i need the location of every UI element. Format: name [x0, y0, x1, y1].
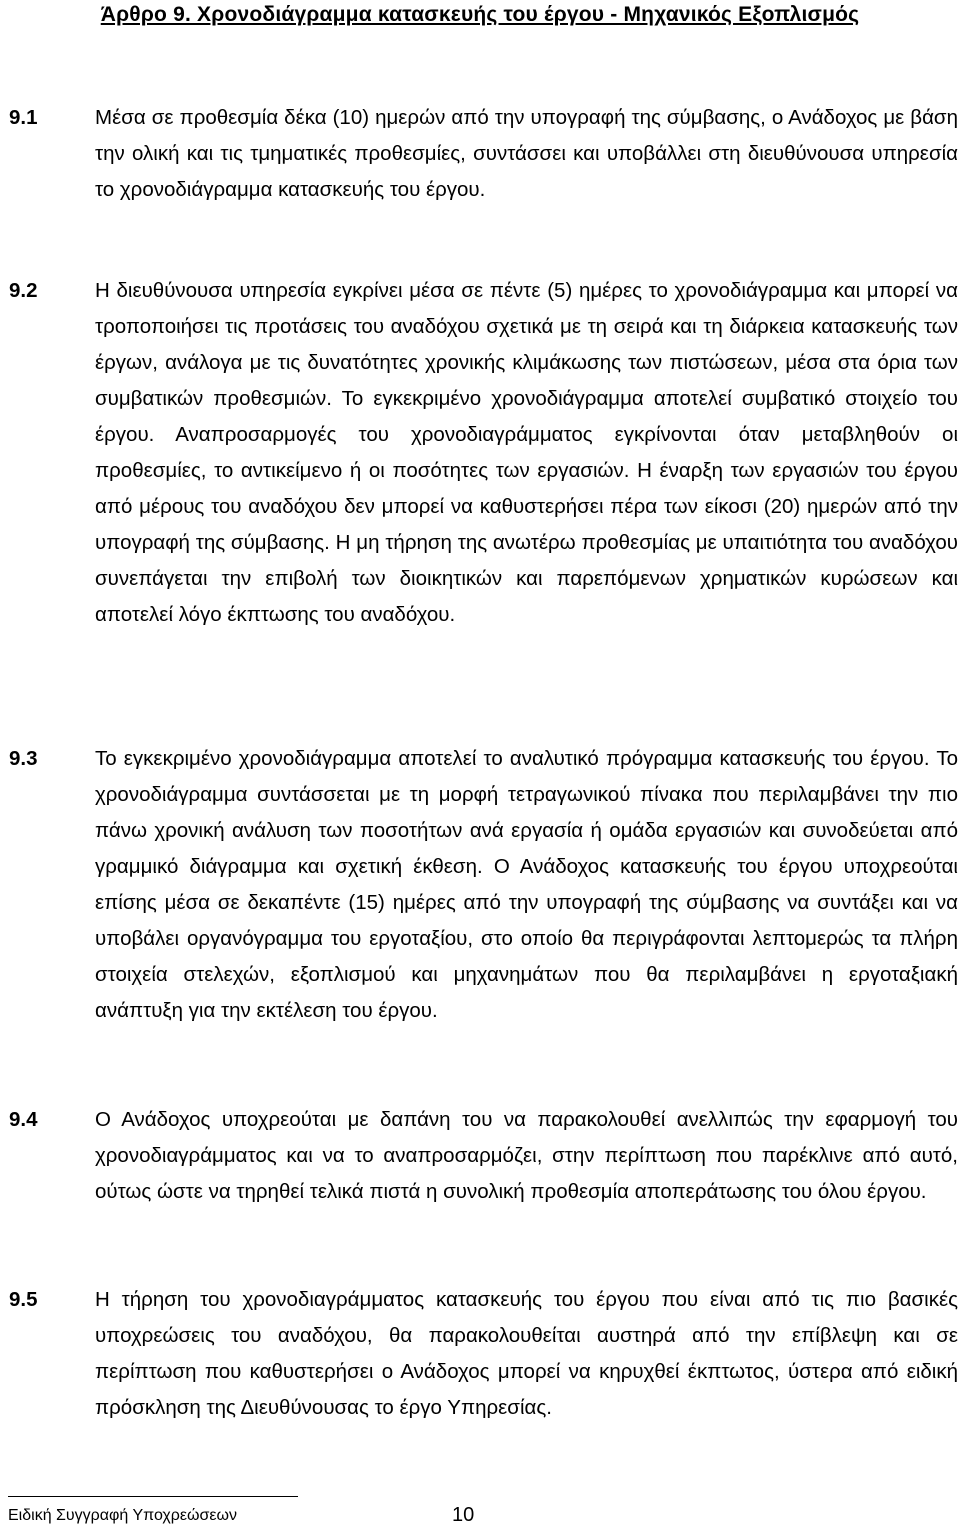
section-number: 9.2 — [9, 279, 38, 302]
article-title: Άρθρο 9. Χρονοδιάγραμμα κατασκευής του έργου - Μηχανικός Εξοπλισμός — [100, 3, 860, 26]
page-number: 10 — [452, 1504, 475, 1526]
section-9-4 — [0, 1102, 960, 1210]
section-9-1 — [0, 100, 960, 208]
section-text: Η διευθύνουσα υπηρεσία εγκρίνει μέσα σε πέντε (5) ημέρες το χρονοδιάγραμμα και μπορεί να τροποποιήσει τις προτάσεις του αναδόχου σχετικά με τη σειρά και τη διάρκεια κατασκευής των έργων, ανάλογα με τις δυνατότητες χρονικής κλιμάκωσης των πιστώσεων, μέσα στα όρια των συμβατικών προθεσμιών. Το εγκεκριμένο χρονοδιάγραμμα αποτελεί συμβατικό στοιχείο του έργου. Αναπροσαρμογές του χρονοδιαγράμματος εγκρίνονται όταν μεταβληθούν οι προθεσμίες, το αντικείμενο ή οι ποσότητες των εργασιών. Η έναρξη των εργασιών του έργου από μέρους του αναδόχου δεν μπορεί να καθυστερήσει πέρα των είκοσι (20) ημερών από την υπογραφή της σύμβασης. Η μη τήρηση της ανωτέρω προθεσμίας με υπαιτιότητα του αναδόχου συνεπάγεται την επιβολή των διοικητικών και παρεπόμενων χρηματικών κυρώσεων και αποτελεί λόγο έκπτωσης του αναδόχου. — [95, 279, 958, 626]
section-number: 9.3 — [9, 747, 38, 770]
section-9-5 — [0, 1282, 960, 1426]
footer-divider — [8, 1496, 298, 1497]
section-text: Το εγκεκριμένο χρονοδιάγραμμα αποτελεί το αναλυτικό πρόγραμμα κατασκευής του έργου. Το χρονοδιάγραμμα συντάσσεται με τη μορφή τετραγωνικού πίνακα που περιλαμβάνει την πιο πάνω χρονική ανάλυση των ποσοτήτων ανά εργασία ή ομάδα εργασιών και συνοδεύεται από γραμμικό διάγραμμα και σχετική έκθεση. Ο Ανάδοχος κατασκευής του έργου υποχρεούται επίσης μέσα σε δεκαπέντε (15) ημέρες από την υπογραφή της σύμβασης να συντάξει και να υποβάλει οργανόγραμμα του εργοταξίου, στο οποίο θα περιγράφονται λεπτομερώς τα πλήρη στοιχεία στελεχών, εξοπλισμού και μηχανημάτων που θα περιλαμβάνει η εργοταξιακή ανάπτυξη για την εκτέλεση του έργου. — [95, 747, 958, 1022]
section-9-3 — [0, 741, 960, 1029]
section-number: 9.4 — [9, 1108, 38, 1131]
section-text: Μέσα σε προθεσμία δέκα (10) ημερών από την υπογραφή της σύμβασης, ο Ανάδοχος με βάση την ολική και τις τμηματικές προθεσμίες, συντάσσει και υποβάλλει στη διευθύνουσα υπηρεσία το χρονοδιάγραμμα κατασκευής του έργου. — [95, 106, 958, 201]
section-text: Η τήρηση του χρονοδιαγράμματος κατασκευής του έργου που είναι από τις πιο βασικές υποχρεώσεις του αναδόχου, θα παρακολουθείται αυστηρά από την επίβλεψη και σε περίπτωση που καθυστερήσει ο Ανάδοχος μπορεί να κηρυχθεί έκπτωτος, ύστερα από ειδική πρόσκληση της Διευθύνουσας το έργο Υπηρεσίας. — [95, 1288, 958, 1419]
section-number: 9.1 — [9, 106, 38, 129]
section-number: 9.5 — [9, 1288, 38, 1311]
section-9-2 — [0, 273, 960, 633]
footer-label: Ειδική Συγγραφή Υποχρεώσεων — [8, 1507, 238, 1524]
section-text: Ο Ανάδοχος υποχρεούται με δαπάνη του να παρακολουθεί ανελλιπώς την εφαρμογή του χρονοδιαγράμματος και να το αναπροσαρμόζει, στην περίπτωση που παρέκλινε από αυτό, ούτως ώστε να τηρηθεί τελικά πιστά η συνολική προθεσμία αποπεράτωσης του όλου έργου. — [95, 1108, 958, 1203]
